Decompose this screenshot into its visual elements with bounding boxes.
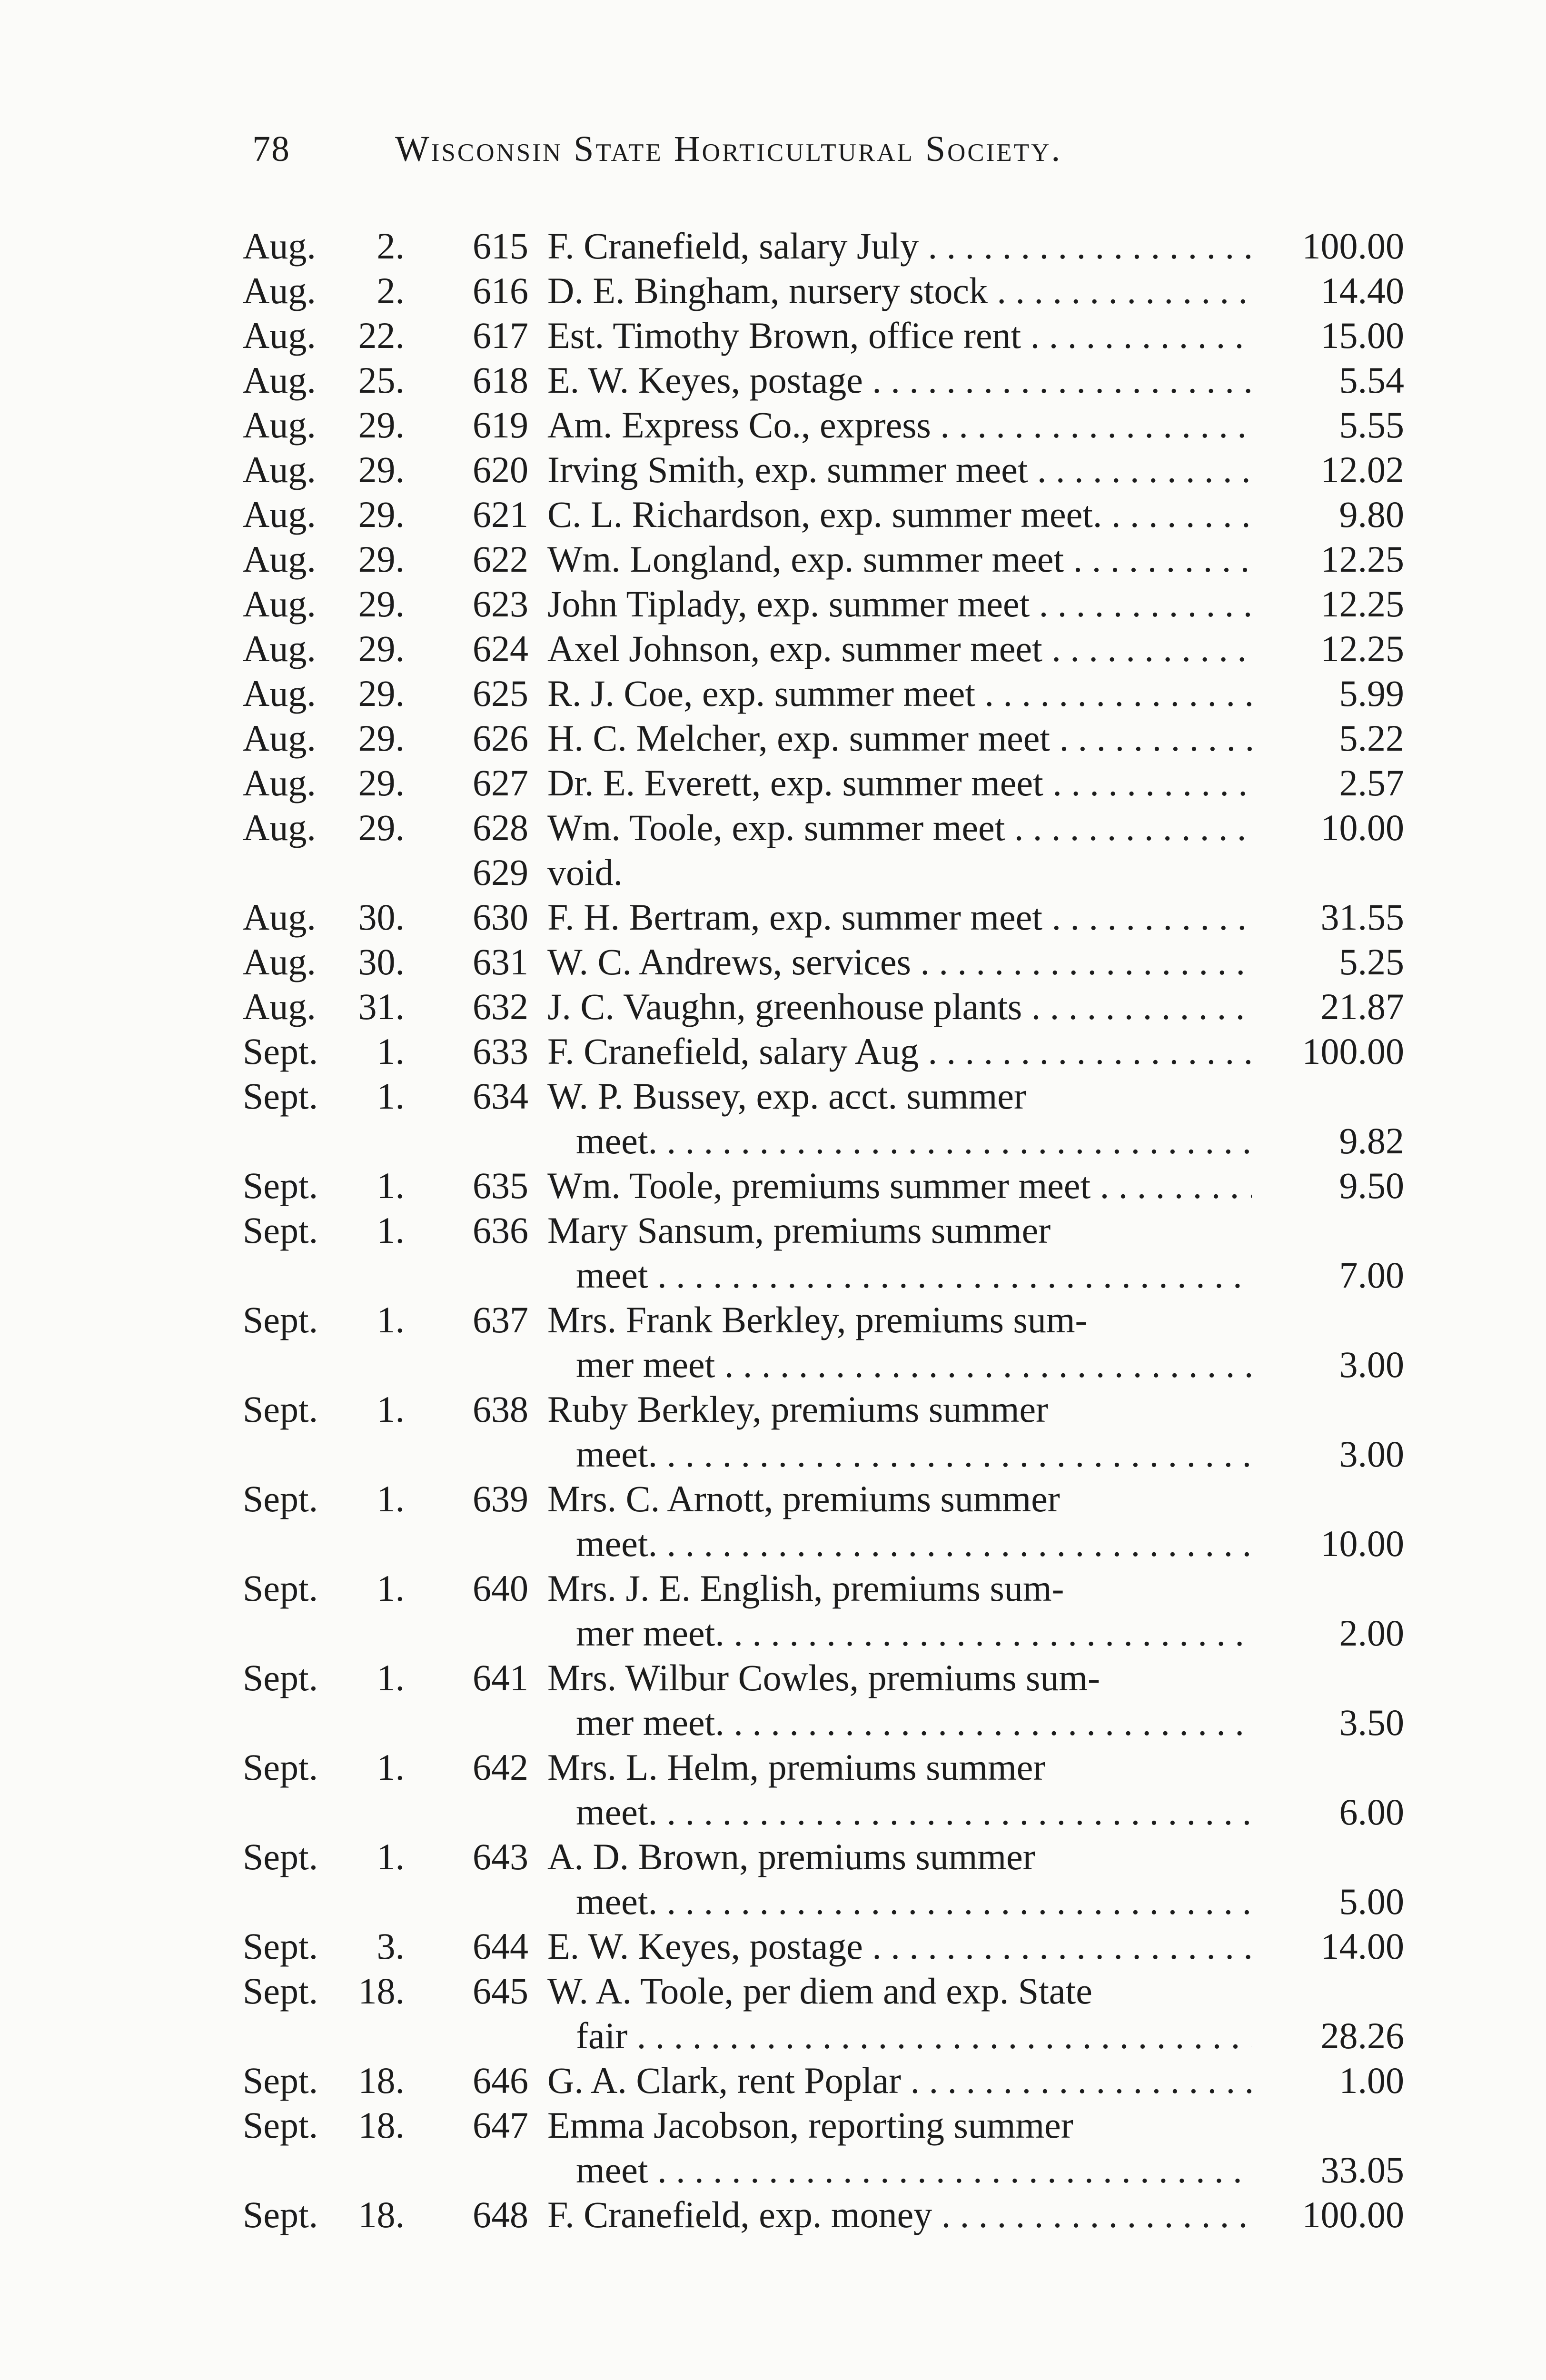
running-title: Wisconsin State Horticultural Society.	[395, 129, 1062, 169]
description-text: John Tiplady, exp. summer meet	[547, 583, 1030, 625]
description-text: meet.	[576, 1523, 658, 1564]
entry-day: 18.	[358, 1970, 405, 2012]
description-text: Est. Timothy Brown, office rent	[547, 315, 1021, 356]
entry-day: 1.	[377, 1746, 405, 1788]
entry-month: Aug.	[243, 628, 316, 669]
description-line	[547, 805, 1252, 850]
description-line	[547, 761, 1252, 805]
ledger-row	[243, 895, 1404, 940]
entry-amount: 9.80	[1339, 494, 1404, 535]
entry-day: 29.	[358, 538, 405, 580]
voucher-number: 621	[473, 494, 528, 535]
voucher-number: 635	[473, 1165, 528, 1206]
description-text: mer meet.	[576, 1702, 724, 1743]
entry-amount: 1.00	[1339, 2060, 1404, 2101]
ledger-row	[243, 1074, 1404, 1163]
ledger-row	[243, 1387, 1404, 1477]
entry-amount: 12.25	[1320, 628, 1404, 669]
description-text: Emma Jacobson, reporting summer	[547, 2104, 1073, 2146]
description-line	[547, 1611, 1252, 1656]
voucher-number: 648	[473, 2194, 528, 2235]
description-line	[547, 1253, 1252, 1298]
entry-month: Aug.	[243, 359, 316, 401]
description-line	[547, 1298, 1452, 1342]
page-number: 78	[252, 129, 290, 169]
description-line	[547, 1656, 1452, 1700]
description-text: meet.	[576, 1433, 658, 1475]
description-line	[547, 1208, 1452, 1253]
description-line	[547, 224, 1252, 268]
ledger-row	[243, 984, 1404, 1029]
entry-day: 1.	[377, 1210, 405, 1251]
entry-amount: 28.26	[1320, 2015, 1404, 2056]
description-line	[547, 1879, 1252, 1924]
description-text: H. C. Melcher, exp. summer meet	[547, 717, 1050, 759]
entry-day: 29.	[358, 494, 405, 535]
description-text: Mary Sansum, premiums summer	[547, 1210, 1051, 1251]
ledger-row	[243, 1835, 1404, 1924]
entry-day: 29.	[358, 673, 405, 714]
description-line	[547, 313, 1252, 358]
voucher-number: 616	[473, 270, 528, 311]
entry-day: 18.	[358, 2104, 405, 2146]
description-text: Irving Smith, exp. summer meet	[547, 449, 1028, 490]
entry-day: 1.	[377, 1567, 405, 1609]
entry-amount: 2.00	[1339, 1612, 1404, 1654]
ledger-row	[243, 1745, 1404, 1835]
entry-month: Aug.	[243, 673, 316, 714]
entry-day: 29.	[358, 717, 405, 759]
entry-description	[547, 850, 1452, 895]
entry-amount: 14.00	[1320, 1925, 1404, 1967]
entry-day: 29.	[358, 583, 405, 625]
entry-amount: 5.99	[1339, 673, 1404, 714]
entry-amount: 5.55	[1339, 404, 1404, 446]
voucher-number: 618	[473, 359, 528, 401]
description-text: mer meet.	[576, 1612, 724, 1654]
ledger-row	[243, 1477, 1404, 1566]
description-line	[547, 1924, 1252, 1969]
entry-day: 31.	[358, 986, 405, 1027]
ledger-row	[243, 1924, 1404, 1969]
description-text: Wm. Toole, premiums summer meet	[547, 1165, 1091, 1206]
entry-day: 1.	[377, 1657, 405, 1698]
voucher-number: 639	[473, 1478, 528, 1519]
entry-amount: 33.05	[1320, 2149, 1404, 2191]
ledger-row	[243, 940, 1404, 984]
description-line	[547, 1432, 1252, 1477]
entry-day: 3.	[377, 1925, 405, 1967]
voucher-number: 647	[473, 2104, 528, 2146]
voucher-number: 645	[473, 1970, 528, 2012]
entry-month: Sept.	[243, 1031, 318, 1072]
description-line	[547, 2192, 1252, 2237]
description-text: G. A. Clark, rent Poplar	[547, 2060, 902, 2101]
entry-day: 18.	[358, 2194, 405, 2235]
entry-amount: 100.00	[1302, 2194, 1404, 2235]
entry-day: 1.	[377, 1075, 405, 1117]
entry-month: Sept.	[243, 1299, 318, 1340]
entry-month: Sept.	[243, 1657, 318, 1698]
description-line	[547, 1835, 1452, 1879]
description-text: meet	[576, 1254, 648, 1296]
entry-month: Sept.	[243, 1925, 318, 1967]
voucher-number: 626	[473, 717, 528, 759]
ledger-row	[243, 850, 1404, 895]
description-text: meet.	[576, 1881, 658, 1922]
description-text: Dr. E. Everett, exp. summer meet	[547, 762, 1043, 803]
description-text: W. A. Toole, per diem and exp. State	[547, 1970, 1092, 2012]
entry-month: Aug.	[243, 762, 316, 803]
entry-amount: 10.00	[1320, 1523, 1404, 1564]
description-line	[547, 850, 1452, 895]
entry-month: Sept.	[243, 1970, 318, 2012]
voucher-number: 620	[473, 449, 528, 490]
description-line	[547, 2103, 1452, 2148]
description-line	[547, 984, 1252, 1029]
entry-amount: 14.40	[1320, 270, 1404, 311]
ledger-row	[243, 716, 1404, 761]
description-line	[547, 1029, 1252, 1074]
ledger-row	[243, 268, 1404, 313]
ledger-row	[243, 1163, 1404, 1208]
entry-month: Aug.	[243, 315, 316, 356]
entry-month: Aug.	[243, 404, 316, 446]
entry-month: Aug.	[243, 494, 316, 535]
description-line	[547, 1969, 1452, 2013]
ledger-row	[243, 1969, 1404, 2058]
entry-amount: 12.25	[1320, 583, 1404, 625]
description-text: void.	[547, 852, 623, 893]
entry-day: 1.	[377, 1478, 405, 1519]
entry-month: Aug.	[243, 896, 316, 938]
entry-month: Sept.	[243, 2194, 318, 2235]
entry-day: 25.	[358, 359, 405, 401]
description-text: W. C. Andrews, services	[547, 941, 912, 982]
voucher-number: 628	[473, 807, 528, 848]
entry-day: 1.	[377, 1388, 405, 1430]
entry-amount: 2.57	[1339, 762, 1404, 803]
ledger-row	[243, 582, 1404, 626]
description-text: meet	[576, 2149, 648, 2191]
voucher-number: 638	[473, 1388, 528, 1430]
entry-month: Aug.	[243, 270, 316, 311]
entry-amount: 5.25	[1339, 941, 1404, 982]
entry-month: Sept.	[243, 1746, 318, 1788]
voucher-number: 619	[473, 404, 528, 446]
description-line	[547, 1074, 1452, 1119]
entry-amount: 9.50	[1339, 1165, 1404, 1206]
description-text: E. W. Keyes, postage	[547, 1925, 863, 1967]
description-text: Mrs. J. E. English, premiums sum-	[547, 1567, 1064, 1609]
entry-month: Sept.	[243, 1210, 318, 1251]
description-text: Mrs. C. Arnott, premiums summer	[547, 1478, 1060, 1519]
entry-month: Aug.	[243, 941, 316, 982]
description-line	[547, 895, 1252, 940]
description-line	[547, 447, 1252, 492]
description-text: F. Cranefield, salary Aug	[547, 1031, 919, 1072]
voucher-number: 634	[473, 1075, 528, 1117]
ledger-row	[243, 1208, 1404, 1298]
entry-amount: 10.00	[1320, 807, 1404, 848]
voucher-number: 625	[473, 673, 528, 714]
entry-amount: 7.00	[1339, 1254, 1404, 1296]
entry-day: 1.	[377, 1031, 405, 1072]
ledger-row	[243, 1298, 1404, 1387]
ledger-row	[243, 403, 1404, 447]
description-line	[547, 2013, 1252, 2058]
entry-month: Aug.	[243, 225, 316, 267]
entry-month: Sept.	[243, 1075, 318, 1117]
description-line	[547, 2058, 1252, 2103]
voucher-number: 641	[473, 1657, 528, 1698]
description-line	[547, 1521, 1252, 1566]
voucher-number: 624	[473, 628, 528, 669]
description-line	[547, 716, 1252, 761]
description-line	[547, 1566, 1452, 1611]
description-text: E. W. Keyes, postage	[547, 359, 863, 401]
entry-month: Sept.	[243, 2104, 318, 2146]
entry-amount: 3.50	[1339, 1702, 1404, 1743]
entry-day: 18.	[358, 2060, 405, 2101]
description-text: F. Cranefield, exp. money	[547, 2194, 932, 2235]
entry-amount: 15.00	[1320, 315, 1404, 356]
entry-day: 1.	[377, 1299, 405, 1340]
voucher-number: 643	[473, 1836, 528, 1877]
voucher-number: 630	[473, 896, 528, 938]
entry-amount: 3.00	[1339, 1433, 1404, 1475]
ledger-row	[243, 313, 1404, 358]
ledger-row	[243, 2192, 1404, 2237]
description-text: Wm. Toole, exp. summer meet	[547, 807, 1005, 848]
entry-month: Aug.	[243, 717, 316, 759]
description-text: Ruby Berkley, premiums summer	[547, 1388, 1049, 1430]
description-text: Mrs. Wilbur Cowles, premiums sum-	[547, 1657, 1100, 1698]
description-text: F. Cranefield, salary July	[547, 225, 919, 267]
voucher-number: 642	[473, 1746, 528, 1788]
entry-month: Sept.	[243, 1836, 318, 1877]
description-text: Axel Johnson, exp. summer meet	[547, 628, 1042, 669]
description-line	[547, 492, 1252, 537]
entry-amount: 100.00	[1302, 225, 1404, 267]
voucher-number: 633	[473, 1031, 528, 1072]
entry-month: Sept.	[243, 1165, 318, 1206]
description-line	[547, 268, 1252, 313]
description-text: fair	[576, 2015, 628, 2056]
entry-amount: 5.54	[1339, 359, 1404, 401]
entry-amount: 100.00	[1302, 1031, 1404, 1072]
entry-amount: 12.02	[1320, 449, 1404, 490]
ledger-row	[243, 447, 1404, 492]
entry-amount: 6.00	[1339, 1791, 1404, 1833]
entry-day: 2.	[377, 225, 405, 267]
description-text: W. P. Bussey, exp. acct. summer	[547, 1075, 1026, 1117]
ledger-row	[243, 492, 1404, 537]
entry-month: Aug.	[243, 583, 316, 625]
entry-day: 30.	[358, 896, 405, 938]
description-text: A. D. Brown, premiums summer	[547, 1836, 1035, 1877]
ledger-row	[243, 671, 1404, 716]
entry-day: 29.	[358, 807, 405, 848]
description-line	[547, 1342, 1252, 1387]
description-line	[547, 1700, 1252, 1745]
ledger-row	[243, 1566, 1404, 1656]
description-line	[547, 1163, 1252, 1208]
voucher-number: 627	[473, 762, 528, 803]
description-line	[547, 1477, 1452, 1521]
entry-day: 29.	[358, 404, 405, 446]
description-line	[547, 358, 1252, 403]
description-line	[547, 537, 1252, 582]
ledger-row	[243, 2103, 1404, 2192]
entry-day: 29.	[358, 762, 405, 803]
description-text: R. J. Coe, exp. summer meet	[547, 673, 976, 714]
description-line	[547, 1745, 1452, 1790]
entry-month: Sept.	[243, 1388, 318, 1430]
entry-month: Sept.	[243, 2060, 318, 2101]
description-text: Mrs. Frank Berkley, premiums sum-	[547, 1299, 1088, 1340]
entry-day: 1.	[377, 1836, 405, 1877]
description-text: F. H. Bertram, exp. summer meet	[547, 896, 1043, 938]
voucher-number: 631	[473, 941, 528, 982]
entry-month: Aug.	[243, 807, 316, 848]
entry-amount: 3.00	[1339, 1344, 1404, 1385]
description-line	[547, 940, 1252, 984]
description-line	[547, 1790, 1252, 1835]
entry-amount: 5.22	[1339, 717, 1404, 759]
voucher-number: 636	[473, 1210, 528, 1251]
voucher-number: 622	[473, 538, 528, 580]
entry-amount: 5.00	[1339, 1881, 1404, 1922]
description-text: J. C. Vaughn, greenhouse plants	[547, 986, 1022, 1027]
ledger-row	[243, 537, 1404, 582]
entry-day: 29.	[358, 628, 405, 669]
entry-month: Sept.	[243, 1478, 318, 1519]
ledger-row	[243, 1029, 1404, 1074]
description-text: meet.	[576, 1791, 658, 1833]
ledger-row	[243, 2058, 1404, 2103]
voucher-number: 637	[473, 1299, 528, 1340]
entry-month: Aug.	[243, 538, 316, 580]
entry-amount: 21.87	[1320, 986, 1404, 1027]
voucher-number: 615	[473, 225, 528, 267]
entry-month: Aug.	[243, 449, 316, 490]
description-line	[547, 1119, 1252, 1163]
entry-day: 29.	[358, 449, 405, 490]
description-line	[547, 582, 1252, 626]
entry-amount: 9.82	[1339, 1120, 1404, 1161]
description-text: Wm. Longland, exp. summer meet	[547, 538, 1064, 580]
voucher-number: 629	[473, 852, 528, 893]
description-line	[547, 2148, 1252, 2192]
description-text: C. L. Richardson, exp. summer meet.	[547, 494, 1102, 535]
ledger-row	[243, 358, 1404, 403]
description-line	[547, 626, 1252, 671]
description-line	[547, 403, 1252, 447]
voucher-number: 632	[473, 986, 528, 1027]
ledger-row	[243, 761, 1404, 805]
voucher-number: 646	[473, 2060, 528, 2101]
ledger-row	[243, 1656, 1404, 1745]
description-line	[547, 671, 1252, 716]
entry-day: 30.	[358, 941, 405, 982]
description-text: Mrs. L. Helm, premiums summer	[547, 1746, 1046, 1788]
entry-amount: 31.55	[1320, 896, 1404, 938]
voucher-number: 617	[473, 315, 528, 356]
entry-month: Aug.	[243, 986, 316, 1027]
ledger-row	[243, 805, 1404, 850]
ledger-row	[243, 224, 1404, 268]
page-header	[252, 129, 1252, 181]
description-text: D. E. Bingham, nursery stock	[547, 270, 988, 311]
ledger-table	[243, 224, 1404, 2237]
description-text: Am. Express Co., express	[547, 404, 931, 446]
voucher-number: 640	[473, 1567, 528, 1609]
entry-amount: 12.25	[1320, 538, 1404, 580]
description-text: meet.	[576, 1120, 658, 1161]
entry-day: 1.	[377, 1165, 405, 1206]
entry-day: 22.	[358, 315, 405, 356]
entry-day: 2.	[377, 270, 405, 311]
description-line	[547, 1387, 1452, 1432]
description-text: mer meet	[576, 1344, 715, 1385]
ledger-row	[243, 626, 1404, 671]
entry-month: Sept.	[243, 1567, 318, 1609]
voucher-number: 644	[473, 1925, 528, 1967]
voucher-number: 623	[473, 583, 528, 625]
